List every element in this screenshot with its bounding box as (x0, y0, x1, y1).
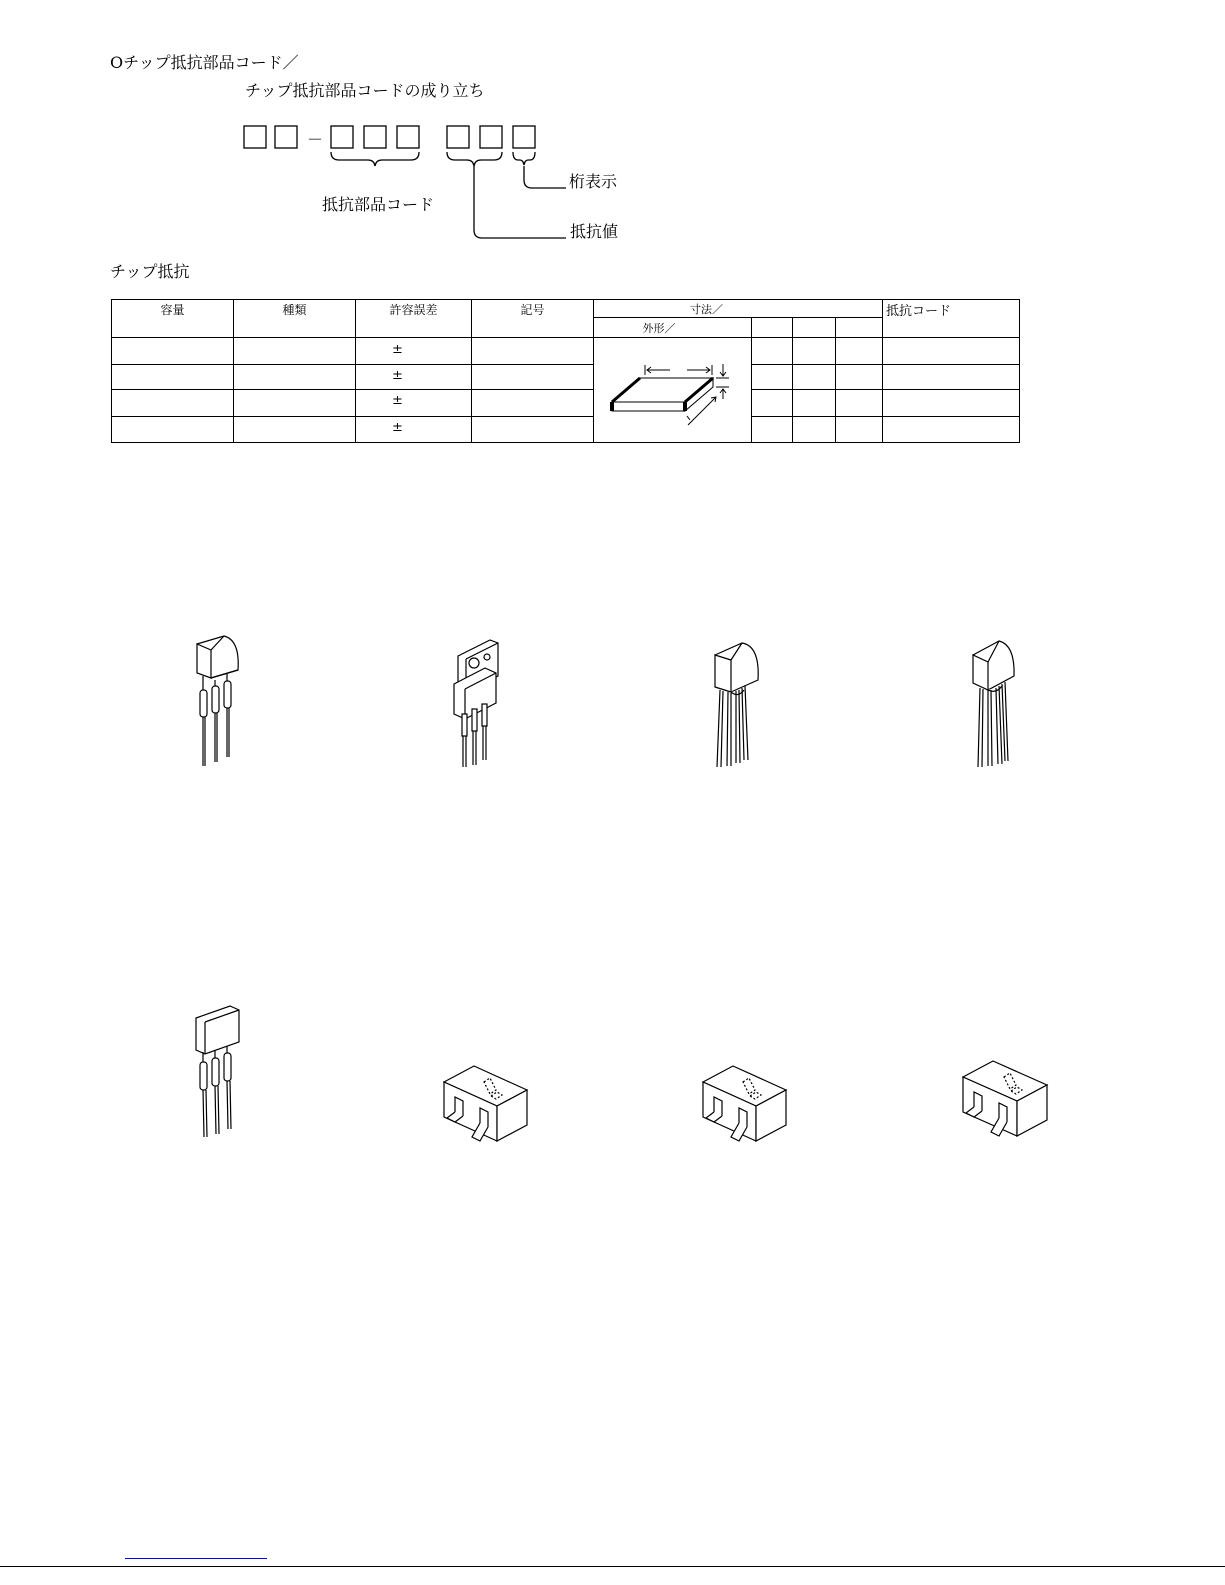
package-sot23-a (444, 1066, 527, 1141)
package-to92-small (973, 641, 1014, 767)
header-dimensions: 寸法／ (690, 303, 723, 316)
header-capacity: 容量 (160, 303, 185, 317)
value-label: 抵抗値 (570, 222, 619, 241)
package-to92-ribbon-lead (197, 636, 238, 766)
page-subtitle: チップ抵抗部品コードの成り立ち (245, 81, 485, 100)
code-dash: － (307, 130, 324, 149)
footer-link[interactable] (125, 1558, 267, 1559)
header-resistor-code: 抵抗コード (886, 304, 952, 319)
header-type: 種類 (282, 303, 307, 317)
page-title: Oチップ抵抗部品コード／ (110, 53, 299, 72)
package-to92-long-body (715, 643, 758, 767)
part-code-label: 抵抗部品コード (322, 195, 435, 214)
digit-label: 桁表示 (569, 172, 618, 191)
header-tolerance: 許容誤差 (389, 303, 438, 317)
tolerance-cell: ± (392, 368, 403, 383)
package-sot23-c (963, 1061, 1047, 1136)
package-sot23-b (703, 1066, 786, 1141)
tolerance-cell: ± (392, 420, 403, 435)
tolerance-cell: ± (392, 393, 403, 408)
footer-rule (0, 1566, 1225, 1567)
header-symbol: 記号 (520, 303, 545, 317)
section-title: チップ抵抗 (110, 262, 190, 281)
tolerance-cell: ± (392, 342, 403, 357)
package-to220-tab (454, 640, 498, 767)
package-to92-flat (196, 1006, 239, 1137)
header-outline: 外形／ (642, 322, 676, 335)
